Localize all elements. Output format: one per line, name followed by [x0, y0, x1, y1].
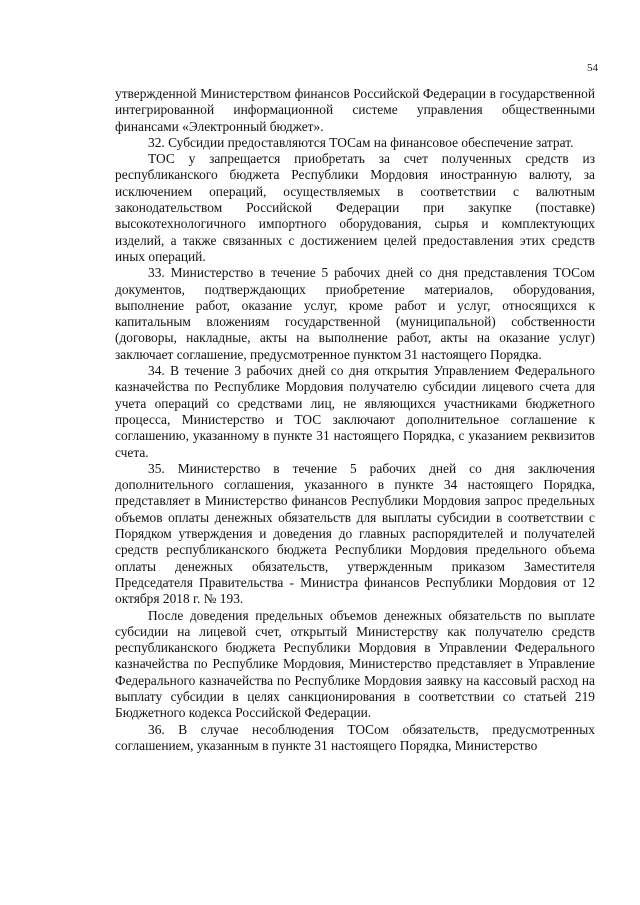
paragraph-limits: После доведения предельных объемов денежных обязательств по выплате субсидии на лицевой счет, открытый Министерству как получателю средств республиканского бюджета Республики Мордовия в Управлении Федерального казначейства по Республике Мордовия, Министерство представляет в Управление Федерального казначейства по Республике Мордовия заявку на кассовый расход на выплату субсидии в целях санкционирования в соответствии со статьей 219 Бюджетного кодекса Российской Федерации.: [115, 607, 595, 721]
paragraph-36: 36. В случае несоблюдения ТОСом обязательств, предусмотренных соглашением, указанным в пункте 31 настоящего Порядка, Министерство: [115, 721, 595, 753]
paragraph-32: 32. Субсидии предоставляются ТОСам на финансовое обеспечение затрат.: [148, 134, 574, 150]
document-body: [115, 86, 595, 754]
paragraph-tos-currency: ТОС у запрещается приобретать за счет полученных средств из республиканского бюджета Республики Мордовия иностранную валюту, за исключением операций, осуществляемых в соответствии с валютным законодательством Российской Федерации при закупке (поставке) высокотехнологичного импортного оборудования, сырья и комплектующих изделий, а также связанных с достижением целей предоставления этих средств иных операций.: [115, 151, 595, 264]
paragraph-35: 35. Министерство в течение 5 рабочих дней со дня заключения дополнительного соглашения, указанного в пункте 34 настоящего Порядка, представляет в Министерство финансов Республики Мордовия запрос предельных объемов оплаты денежных обязательств для выплаты субсидии в соответствии с Порядком утверждения и доведения до главных распорядителей и получателей средств республиканского бюджета Республики Мордовия предельного объема оплаты денежных обязательств, утвержденным приказом Заместителя Председателя Правительства - Министра финансов Республики Мордовия от 12 октября 2018 г. № 193.: [115, 460, 595, 607]
paragraph-33: 33. Министерство в течение 5 рабочих дней со дня представления ТОСом документов, подтверждающих приобретение материалов, оборудования, выполнение работ, оказание услуг, кроме работ и услуг, относящихся к капитальным вложениям государственной (муниципальной) собственности (договоры, накладные, акты на выполнение работ, акты на оказание услуг) заключает соглашение, предусмотренное пунктом 31 настоящего Порядка.: [115, 265, 595, 362]
page-number: 54: [587, 62, 598, 74]
paragraph-34: 34. В течение 3 рабочих дней со дня открытия Управлением Федерального казначейства по Республике Мордовия получателю субсидии лицевого счета для учета операций со средствами лиц, не являющихся участниками бюджетного процесса, Министерство и ТОС заключают дополнительное соглашение к соглашению, указанному в пункте 31 настоящего Порядка, с указанием реквизитов счета.: [115, 363, 595, 460]
paragraph-continuation: утвержденной Министерством финансов Российской Федерации в государственной интегрированной информационной системе управления общественными финансами «Электронный бюджет».: [115, 86, 595, 134]
